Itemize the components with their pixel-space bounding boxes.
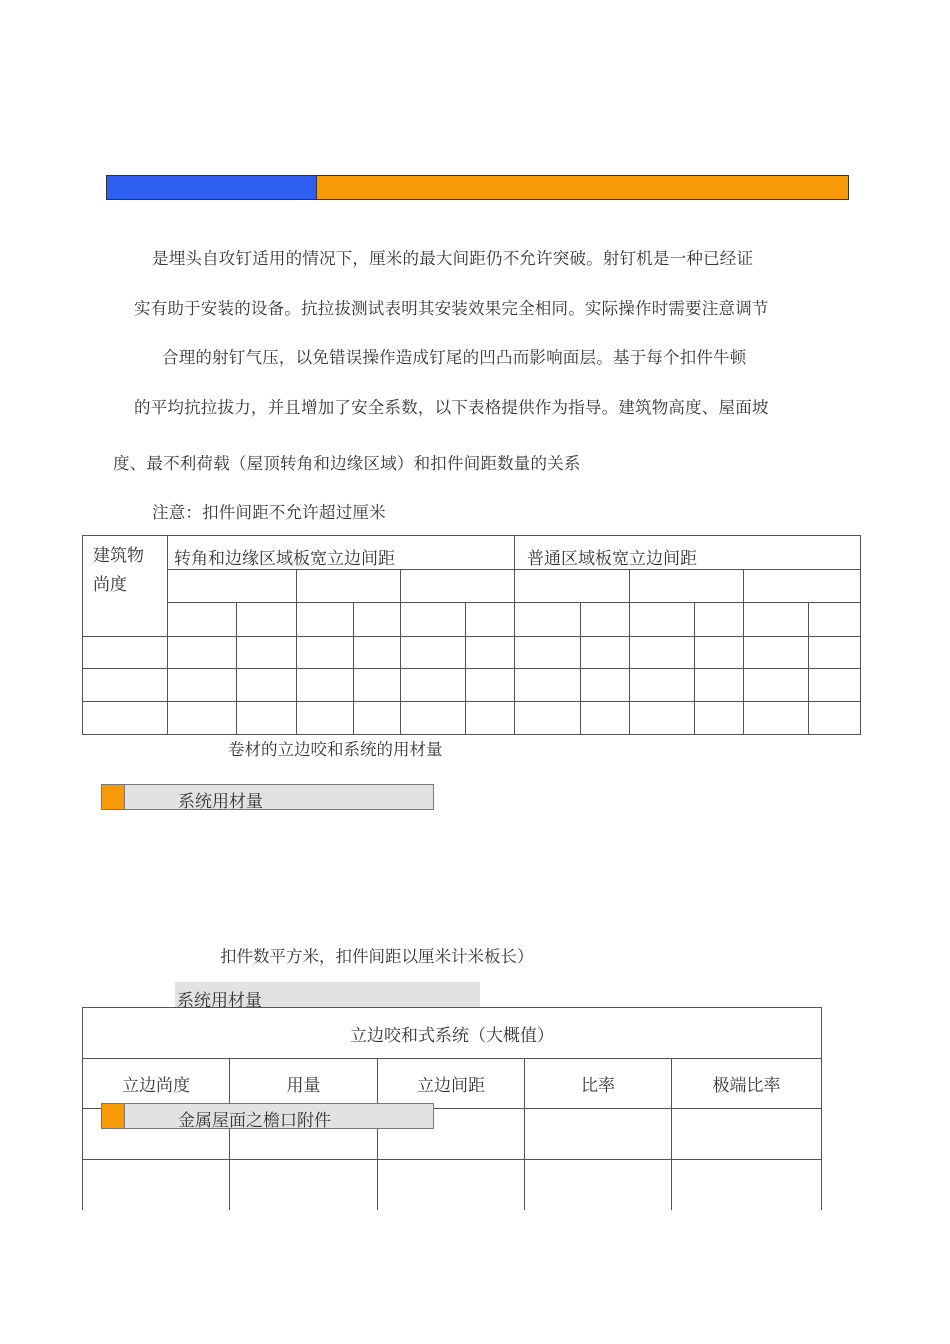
corner-edge-label: 转角和边缘区域板宽立边间距 <box>174 549 395 569</box>
table-cell <box>630 603 695 637</box>
caption-fasteners: 扣件数平方米，扣件间距以厘米计米板长） <box>220 947 534 966</box>
caption-materials: 卷材的立边咬和系统的用材量 <box>228 740 443 759</box>
section-title: 系统用材量 <box>178 792 263 812</box>
table-cell <box>744 603 809 637</box>
table-cell <box>630 570 744 603</box>
table-cell <box>168 603 237 637</box>
section-title: 金属屋面之檐口附件 <box>178 1111 331 1131</box>
building-height-header <box>83 536 168 637</box>
header-extreme-ratio: 极端比率 <box>672 1059 822 1109</box>
table-cell <box>401 570 515 603</box>
header-seam-spacing: 立边间距 <box>378 1059 525 1109</box>
paragraph-line-4: 的平均抗拉拔力，并且增加了安全系数，以下表格提供作为指导。建筑物高度、屋面坡 <box>134 398 769 417</box>
table-cell <box>515 570 630 603</box>
header-seam-height: 立边尚度 <box>83 1059 230 1109</box>
paragraph-line-3: 合理的射钉气压，以免错误操作造成钉尾的凹凸而影响面层。基于每个扣件牛顿 <box>162 348 747 367</box>
table-cell <box>297 570 401 603</box>
section-label-materials-2 <box>175 982 480 1011</box>
table-row <box>83 1160 822 1210</box>
table-cell <box>168 570 297 603</box>
section-bar-materials <box>101 784 434 810</box>
table-cell <box>515 603 581 637</box>
table-cell <box>695 603 744 637</box>
section-tab-marker <box>102 785 125 809</box>
note-text: 注意：扣件间距不允许超过厘米 <box>152 503 386 522</box>
table-row <box>83 637 861 669</box>
table-cell <box>237 603 297 637</box>
table-cell <box>581 603 630 637</box>
normal-area-label: 普通区域板宽立边间距 <box>527 549 697 569</box>
table-cell <box>809 603 861 637</box>
table-title <box>83 1008 822 1059</box>
paragraph-line-1: 是埋头自攻钉适用的情况下，厘米的最大间距仍不允许突破。射钉机是一种已经证 <box>152 249 754 268</box>
section-tab-marker <box>102 1104 125 1128</box>
header-quantity: 用量 <box>230 1059 378 1109</box>
paragraph-line-2: 实有助于安装的设备。抗拉拔测试表明其安装效果完全相同。实际操作时需要注意调节 <box>134 299 769 318</box>
table-title-text: 立边咬和式系统（大概值） <box>350 1025 554 1046</box>
header-bar-orange <box>316 175 849 200</box>
section-label-text: 系统用材量 <box>177 991 262 1011</box>
normal-area-header <box>515 536 861 570</box>
table-cell <box>354 603 401 637</box>
header-bar-blue <box>106 175 318 200</box>
table-cell <box>401 603 466 637</box>
fastener-spacing-table <box>82 535 861 735</box>
table-cell <box>744 570 861 603</box>
table-row <box>83 702 861 735</box>
building-height-label: 建筑物尚度 <box>93 546 144 595</box>
table-cell <box>297 603 354 637</box>
paragraph-line-5: 度、最不利荷载（屋顶转角和边缘区域）和扣件间距数量的关系 <box>113 454 581 473</box>
corner-edge-header <box>168 536 515 570</box>
table-row <box>83 669 861 702</box>
table-cell <box>466 603 515 637</box>
section-bar-eave-accessories <box>101 1103 434 1129</box>
header-ratio: 比率 <box>525 1059 672 1109</box>
